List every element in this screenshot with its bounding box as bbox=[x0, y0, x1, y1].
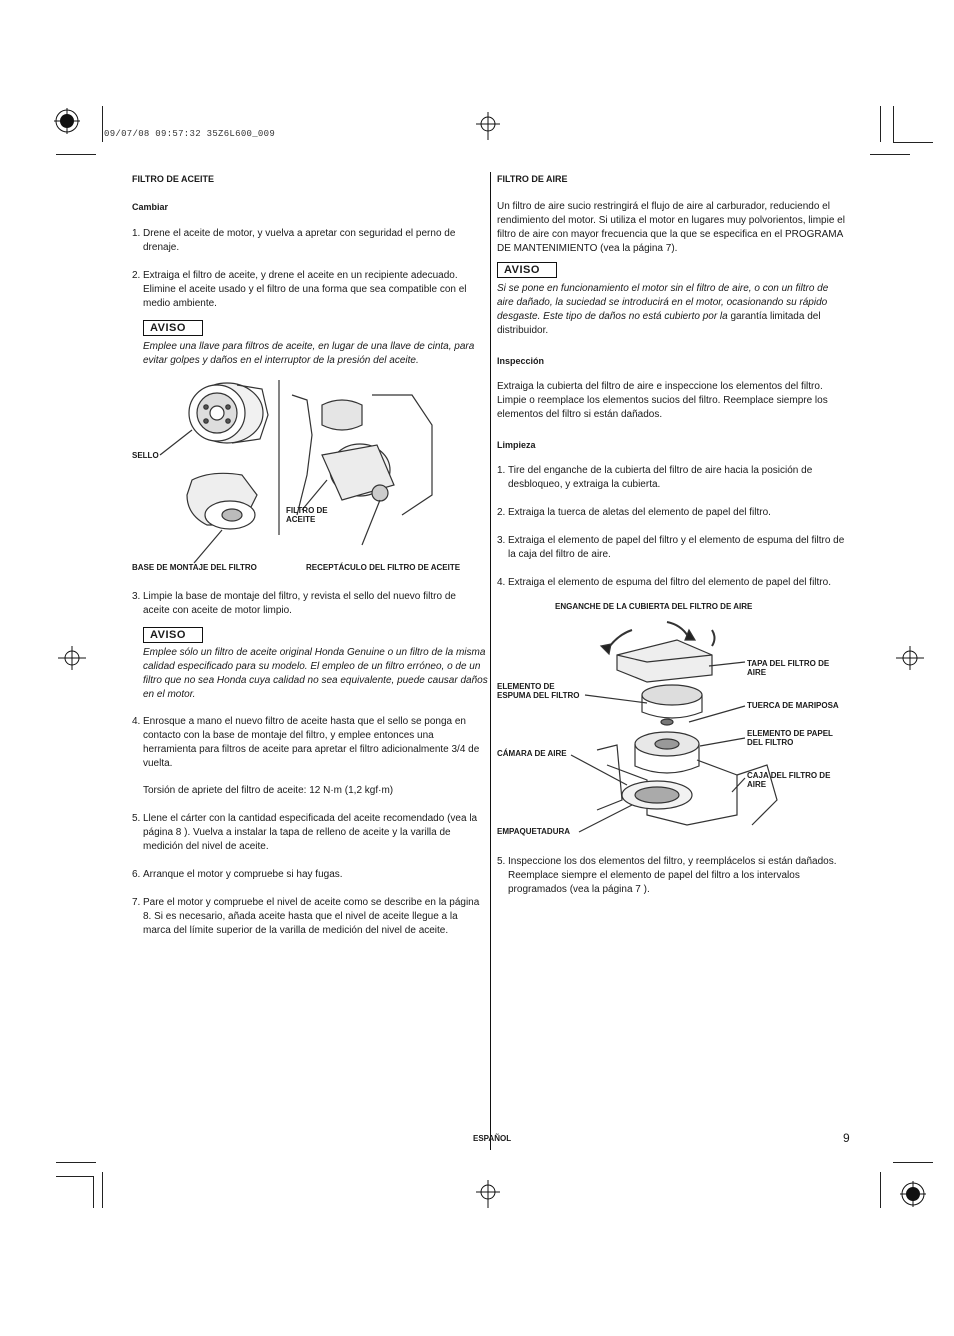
list-item: 4. Extraiga el elemento de espuma del filtro del elemento de papel del filtro. bbox=[497, 577, 831, 588]
list-item: 5. Inspeccione los dos elementos del filtro, y reemplácelos si están dañados. Reemplace siempre el elemento de papel del filtro a los intervalos programados (vea la página 7 ). bbox=[497, 856, 837, 895]
figure-label: FILTRO DE ACEITE bbox=[286, 506, 328, 524]
list-item: 7. Pare el motor y compruebe el nivel de aceite como se describe en la página 8. Si es necesario, añada aceite hasta que el nivel de aceite llegue a la marca del límite superior de la varilla de medición del nivel de aceite. bbox=[132, 897, 480, 936]
figure-label: CAJA DEL FILTRO DE AIRE bbox=[747, 771, 831, 789]
figure-label: ELEMENTO DE ESPUMA DEL FILTRO bbox=[497, 682, 580, 700]
subsection-title: Limpieza bbox=[497, 440, 536, 450]
aviso-text: Si se pone en funcionamiento el motor sin el filtro de aire, o con un filtro de aire dañado, la suciedad se introducirá en el motor, ocasionando su rápido desgaste. Este tipo de daños no está cubierto por la garantía limitada del distribuidor. bbox=[497, 283, 829, 336]
aviso-badge: AVISO bbox=[143, 320, 203, 336]
subsection-title: Cambiar bbox=[132, 202, 169, 212]
list-item: 1. Drene el aceite de motor, y vuelva a apretar con seguridad el perno de drenaje. bbox=[132, 228, 456, 253]
figure-label: TUERCA DE MARIPOSA bbox=[747, 701, 839, 710]
figure-label: EMPAQUETADURA bbox=[497, 827, 571, 836]
crosshair-icon bbox=[896, 646, 924, 670]
inspeccion-text: Extraiga la cubierta del filtro de aire e inspeccione los elementos del filtro. Limpie o reemplace los elementos sucios del filtro. Reemplace siempre los elementos del filtro si están dañados. bbox=[497, 381, 828, 420]
page-number: 9 bbox=[843, 1131, 850, 1145]
crosshair-icon bbox=[476, 112, 500, 140]
language-label: ESPAÑOL bbox=[473, 1134, 512, 1143]
figure-label: BASE DE MONTAJE DEL FILTRO bbox=[132, 563, 257, 572]
section-title: FILTRO DE AIRE bbox=[497, 174, 568, 184]
list-item: 5. Llene el cárter con la cantidad especificada del aceite recomendado (vea la página 8 ). Vuelva a instalar la tapa de relleno de aceite y la varilla de medición del nivel de aceite. bbox=[132, 813, 478, 852]
aviso-badge: AVISO bbox=[497, 262, 557, 278]
figure-label: CÁMARA DE AIRE bbox=[497, 749, 567, 758]
figure-label: ELEMENTO DE PAPEL DEL FILTRO bbox=[747, 729, 833, 747]
list-item: 1. Tire del enganche de la cubierta del filtro de aire hacia la posición de desbloqueo, y extraiga la cubierta. bbox=[497, 465, 813, 490]
list-item: 2. Extraiga el filtro de aceite, y drene el aceite en un recipiente adecuado. Elimine el aceite usado y el filtro de una forma que sea compatible con el medio ambiente. bbox=[132, 270, 467, 309]
list-item: 2. Extraiga la tuerca de aletas del elemento de papel del filtro. bbox=[497, 507, 771, 518]
oil-filter-figure bbox=[132, 375, 482, 580]
intro-text: Un filtro de aire sucio restringirá el flujo de aire al carburador, reduciendo el rendimiento del motor. Si utiliza el motor en lugares muy polvorientos, limpie el filtro de aire con mayor frecuencia que la que se especifica en el PROGRAMA DE MANTENIMIENTO (vea la página 7). bbox=[497, 201, 845, 254]
oil-filter-illustration bbox=[132, 375, 482, 580]
air-filter-illustration bbox=[497, 600, 853, 845]
air-filter-figure bbox=[497, 600, 853, 845]
registration-target-icon bbox=[900, 1181, 926, 1207]
section-title: FILTRO DE ACEITE bbox=[132, 174, 214, 184]
print-stamp: 09/07/08 09:57:32 35Z6L600_009 bbox=[104, 129, 276, 139]
figure-label: SELLO bbox=[132, 451, 159, 460]
list-item: 3. Limpie la base de montaje del filtro, y revista el sello del nuevo filtro de aceite con aceite de motor limpio. bbox=[132, 591, 456, 616]
aviso-badge: AVISO bbox=[143, 627, 203, 643]
aviso-text: Emplee sólo un filtro de aceite original Honda Genuine o un filtro de la misma calidad especificado para su modelo. El empleo de un filtro erróneo, o de un filtro que no sea Honda cuya calidad no sea equivalente, puede causar daños en el motor. bbox=[143, 647, 488, 700]
crosshair-icon bbox=[476, 1180, 500, 1208]
figure-label: TAPA DEL FILTRO DE AIRE bbox=[747, 659, 830, 677]
list-item: 3. Extraiga el elemento de papel del filtro y el elemento de espuma del filtro de la caja del filtro de aire. bbox=[497, 535, 845, 560]
crosshair-icon bbox=[58, 646, 86, 670]
figure-label: RECEPTÁCULO DEL FILTRO DE ACEITE bbox=[306, 563, 461, 572]
list-item: 6. Arranque el motor y compruebe si hay fugas. bbox=[132, 869, 343, 880]
subsection-title: Inspección bbox=[497, 356, 545, 366]
torque-spec: Torsión de apriete del filtro de aceite: 12 N·m (1,2 kgf·m) bbox=[143, 785, 394, 796]
aviso-text: Emplee una llave para filtros de aceite, en lugar de una llave de cinta, para evitar golpes y daños en el interruptor de la presión del aceite. bbox=[143, 341, 475, 366]
registration-target-icon bbox=[54, 108, 80, 134]
figure-label: ENGANCHE DE LA CUBIERTA DEL FILTRO DE AIRE bbox=[555, 602, 753, 611]
list-item: 4. Enrosque a mano el nuevo filtro de aceite hasta que el sello se ponga en contacto con la base de montaje del filtro, y emplee entonces una herramienta para filtros de aceite para apretar el filtro adicionalmente 3/4 de vuelta. bbox=[132, 716, 480, 769]
